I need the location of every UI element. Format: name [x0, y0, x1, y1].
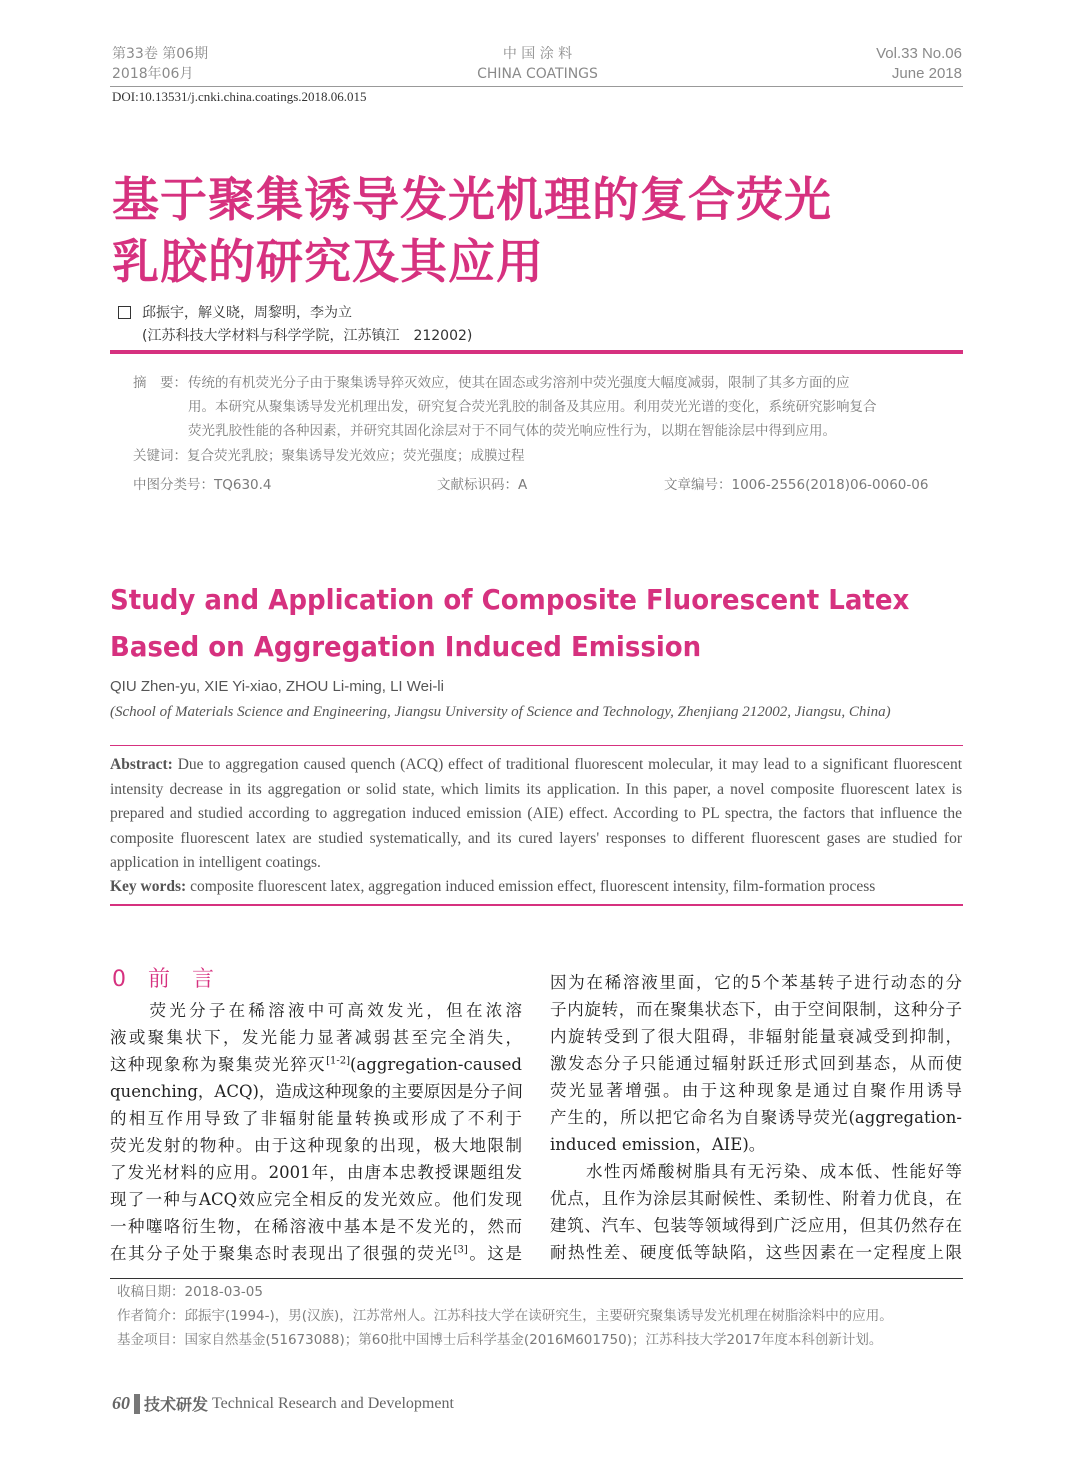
footnote-rule — [110, 1278, 963, 1279]
journal-cn: 中 国 涂 料 — [502, 46, 573, 62]
title-cn — [112, 170, 832, 294]
line-text: 水性丙烯酸树脂具有无污染、成本低、性能好等 — [550, 1162, 962, 1181]
body-line — [550, 1158, 962, 1185]
line-text: 这种现象称为聚集荧光猝灭 — [110, 1055, 327, 1074]
document-code: 文献标识码：A — [437, 477, 528, 493]
line-text: 优点，且作为涂层其耐候性、柔韧性、附着力优良，在 — [550, 1189, 962, 1208]
line-text: 现了一种与ACQ效应完全相反的发光效应。他们发现 — [110, 1190, 522, 1209]
date-cn: 2018年06月 — [112, 66, 194, 82]
footnote-fund: 基金项目：国家自然基金(51673088)；第60批中国博士后科学基金(2016M601750)；江苏科技大学2017年度本科创新计划。 — [117, 1332, 883, 1348]
body-line — [550, 1239, 962, 1266]
title-en-line: Study and Application of Composite Fluorescent Latex — [110, 583, 910, 616]
clc-number: 中图分类号：TQ630.4 — [133, 477, 272, 493]
keywords-en-label: Key words: — [110, 878, 187, 895]
body-line — [550, 996, 962, 1023]
line-text: 在其分子处于聚集态时表现出了很强的荧光 — [110, 1244, 454, 1263]
body-line — [550, 1104, 962, 1131]
checkbox-icon — [118, 306, 131, 319]
doi: DOI:10.13531/j.cnki.china.coatings.2018.06.015 — [112, 89, 367, 104]
line-text: 了发光材料的应用。2001年，由唐本忠教授课题组发 — [110, 1163, 522, 1182]
body-line — [110, 1105, 522, 1132]
body-line — [550, 969, 962, 996]
body-line — [110, 1159, 522, 1186]
volume-en: Vol.33 No.06 — [876, 45, 962, 62]
line-text: 建筑、汽车、包装等领域得到广泛应用，但其仍然存在 — [550, 1216, 962, 1235]
body-line — [550, 1050, 962, 1077]
date-en: June 2018 — [891, 65, 962, 82]
footer-section-cn: 技术研发 — [144, 1397, 209, 1414]
abstract-line: 荧光乳胶性能的各种因素，并研究其固化涂层对于不同气体的荧光响应性行为，以期在智能涂层中得到应用。 — [188, 423, 836, 439]
line-text: 因为在稀溶液里面，它的5个苯基转子进行动态的分 — [550, 973, 962, 992]
line-text: induced emission，AIE)。 — [550, 1135, 766, 1154]
abstract-label: 摘 要： — [133, 375, 187, 391]
abstract-line: 传统的有机荧光分子由于聚集诱导猝灭效应，使其在固态或劣溶剂中荧光强度大幅度减弱，限制了其多方面的应 — [188, 375, 850, 391]
line-text: 激发态分子只能通过辐射跃迁形式回到基态，从而使 — [550, 1054, 962, 1073]
line-text: 荧光发射的物种。由于这种现象的出现，极大地限制 — [110, 1136, 522, 1155]
citation: [3] — [453, 1244, 468, 1256]
body-line — [110, 1078, 522, 1105]
body-line — [550, 1077, 962, 1104]
footer-section-en: Technical Research and Development — [212, 1394, 454, 1412]
keywords-cn: 关键词：复合荧光乳胶；聚集诱导发光效应；荧光强度；成膜过程 — [133, 448, 525, 464]
section-title: 前 言 — [148, 967, 215, 992]
issue-cn: 第33卷 第06期 — [112, 46, 209, 62]
line-text: 荧光分子在稀溶液中可高效发光，但在浓溶 — [110, 1001, 522, 1020]
abstract-en-label: Abstract: — [110, 756, 173, 773]
section-number: 0 — [112, 967, 126, 992]
body-line — [550, 1185, 962, 1212]
line-text: 耐热性差、硬度低等缺陷，这些因素在一定程度上限 — [550, 1243, 962, 1262]
line-text: 的相互作用导致了非辐射能量转换或形成了不利于 — [110, 1109, 522, 1128]
line-text: 内旋转受到了很大阻碍，非辐射能量衰减受到抑制， — [550, 1027, 962, 1046]
footnote-author: 作者简介：邱振宇(1994-)，男(汉族)，江苏常州人。江苏科技大学在读研究生，主要研究聚集诱导发光机理在树脂涂料中的应用。 — [117, 1308, 893, 1324]
line-text: 。这是 — [467, 1244, 523, 1263]
pink-rule-bottom — [110, 904, 963, 906]
line-text: 产生的，所以把它命名为自聚诱导荧光(aggregation- — [550, 1108, 962, 1127]
body-line — [110, 1051, 522, 1078]
article-number: 文章编号：1006-2556(2018)06-0060-06 — [664, 477, 929, 493]
body-line — [550, 1023, 962, 1050]
body-line — [110, 1213, 522, 1240]
line-text: 子内旋转，而在聚集状态下，由于空间限制，这种分子 — [550, 1000, 962, 1019]
body-line — [110, 1132, 522, 1159]
authors-cn: 邱振宇，解义晓，周黎明，李为立 — [142, 305, 352, 321]
footnote-received: 收稿日期：2018-03-05 — [117, 1284, 263, 1300]
title-en-line: Based on Aggregation Induced Emission — [110, 630, 702, 663]
affiliation-cn: (江苏科技大学材料与科学学院，江苏镇江 212002) — [142, 328, 473, 344]
line-text: 一种噻咯衍生物，在稀溶液中基本是不发光的，然而 — [110, 1217, 522, 1236]
abstract-en — [110, 753, 962, 876]
page-number: 60 — [112, 1393, 130, 1413]
line-text: 荧光显著增强。由于这种现象是通过自聚作用诱导 — [550, 1081, 962, 1100]
line-text: (aggregation-caused — [350, 1055, 522, 1074]
authors-en: QIU Zhen-yu, XIE Yi-xiao, ZHOU Li-ming, LI Wei-li — [110, 678, 444, 695]
keywords-en — [110, 875, 962, 900]
body-line — [110, 1024, 522, 1051]
line-text: quenching，ACQ)，造成这种现象的主要原因是分子间 — [110, 1082, 523, 1101]
footer-bar — [134, 1394, 140, 1414]
citation: [1-2] — [326, 1055, 350, 1067]
section-heading — [112, 962, 214, 993]
abstract-en-text: Due to aggregation caused quench (ACQ) effect of traditional fluorescent molecular, it may lead to a significant fluorescent intensity decrease in its aggregation or solid state, which limits its application. In this paper, a novel composite fluorescent latex is prepared and studied according to aggregation induced emission (AIE) effect. According to PL spectra, the factors that influence the composite fluorescent latex are studied systematically, and its cured layers' responses to different fluorescent gases are studied for application in intelligent coatings. — [110, 756, 962, 871]
body-line — [110, 1186, 522, 1213]
body-line — [110, 997, 522, 1024]
line-text: 液或聚集状下，发光能力显著减弱甚至完全消失， — [110, 1028, 522, 1047]
affiliation-en: (School of Materials Science and Engineering, Jiangsu University of Science and Technology, Zhenjiang 212002, Jiangsu, China) — [110, 704, 891, 720]
pink-thin-rule — [110, 745, 963, 746]
title-cn-line: 基于聚集诱导发光机理的复合荧光 — [112, 173, 832, 228]
page-footer — [112, 1392, 454, 1415]
title-en — [110, 576, 909, 670]
abstract-line: 用。本研究从聚集诱导发光机理出发，研究复合荧光乳胶的制备及其应用。利用荧光光谱的变化，系统研究影响复合 — [188, 399, 877, 415]
body-line — [550, 1212, 962, 1239]
pink-rule — [110, 350, 963, 354]
header-rule — [110, 86, 963, 87]
title-cn-line: 乳胶的研究及其应用 — [112, 235, 544, 290]
journal-en: CHINA COATINGS — [477, 66, 598, 82]
body-line — [550, 1131, 962, 1158]
body-line — [110, 1240, 522, 1267]
keywords-en-text: composite fluorescent latex, aggregation induced emission effect, fluorescent intensity, film-formation process — [186, 878, 876, 895]
